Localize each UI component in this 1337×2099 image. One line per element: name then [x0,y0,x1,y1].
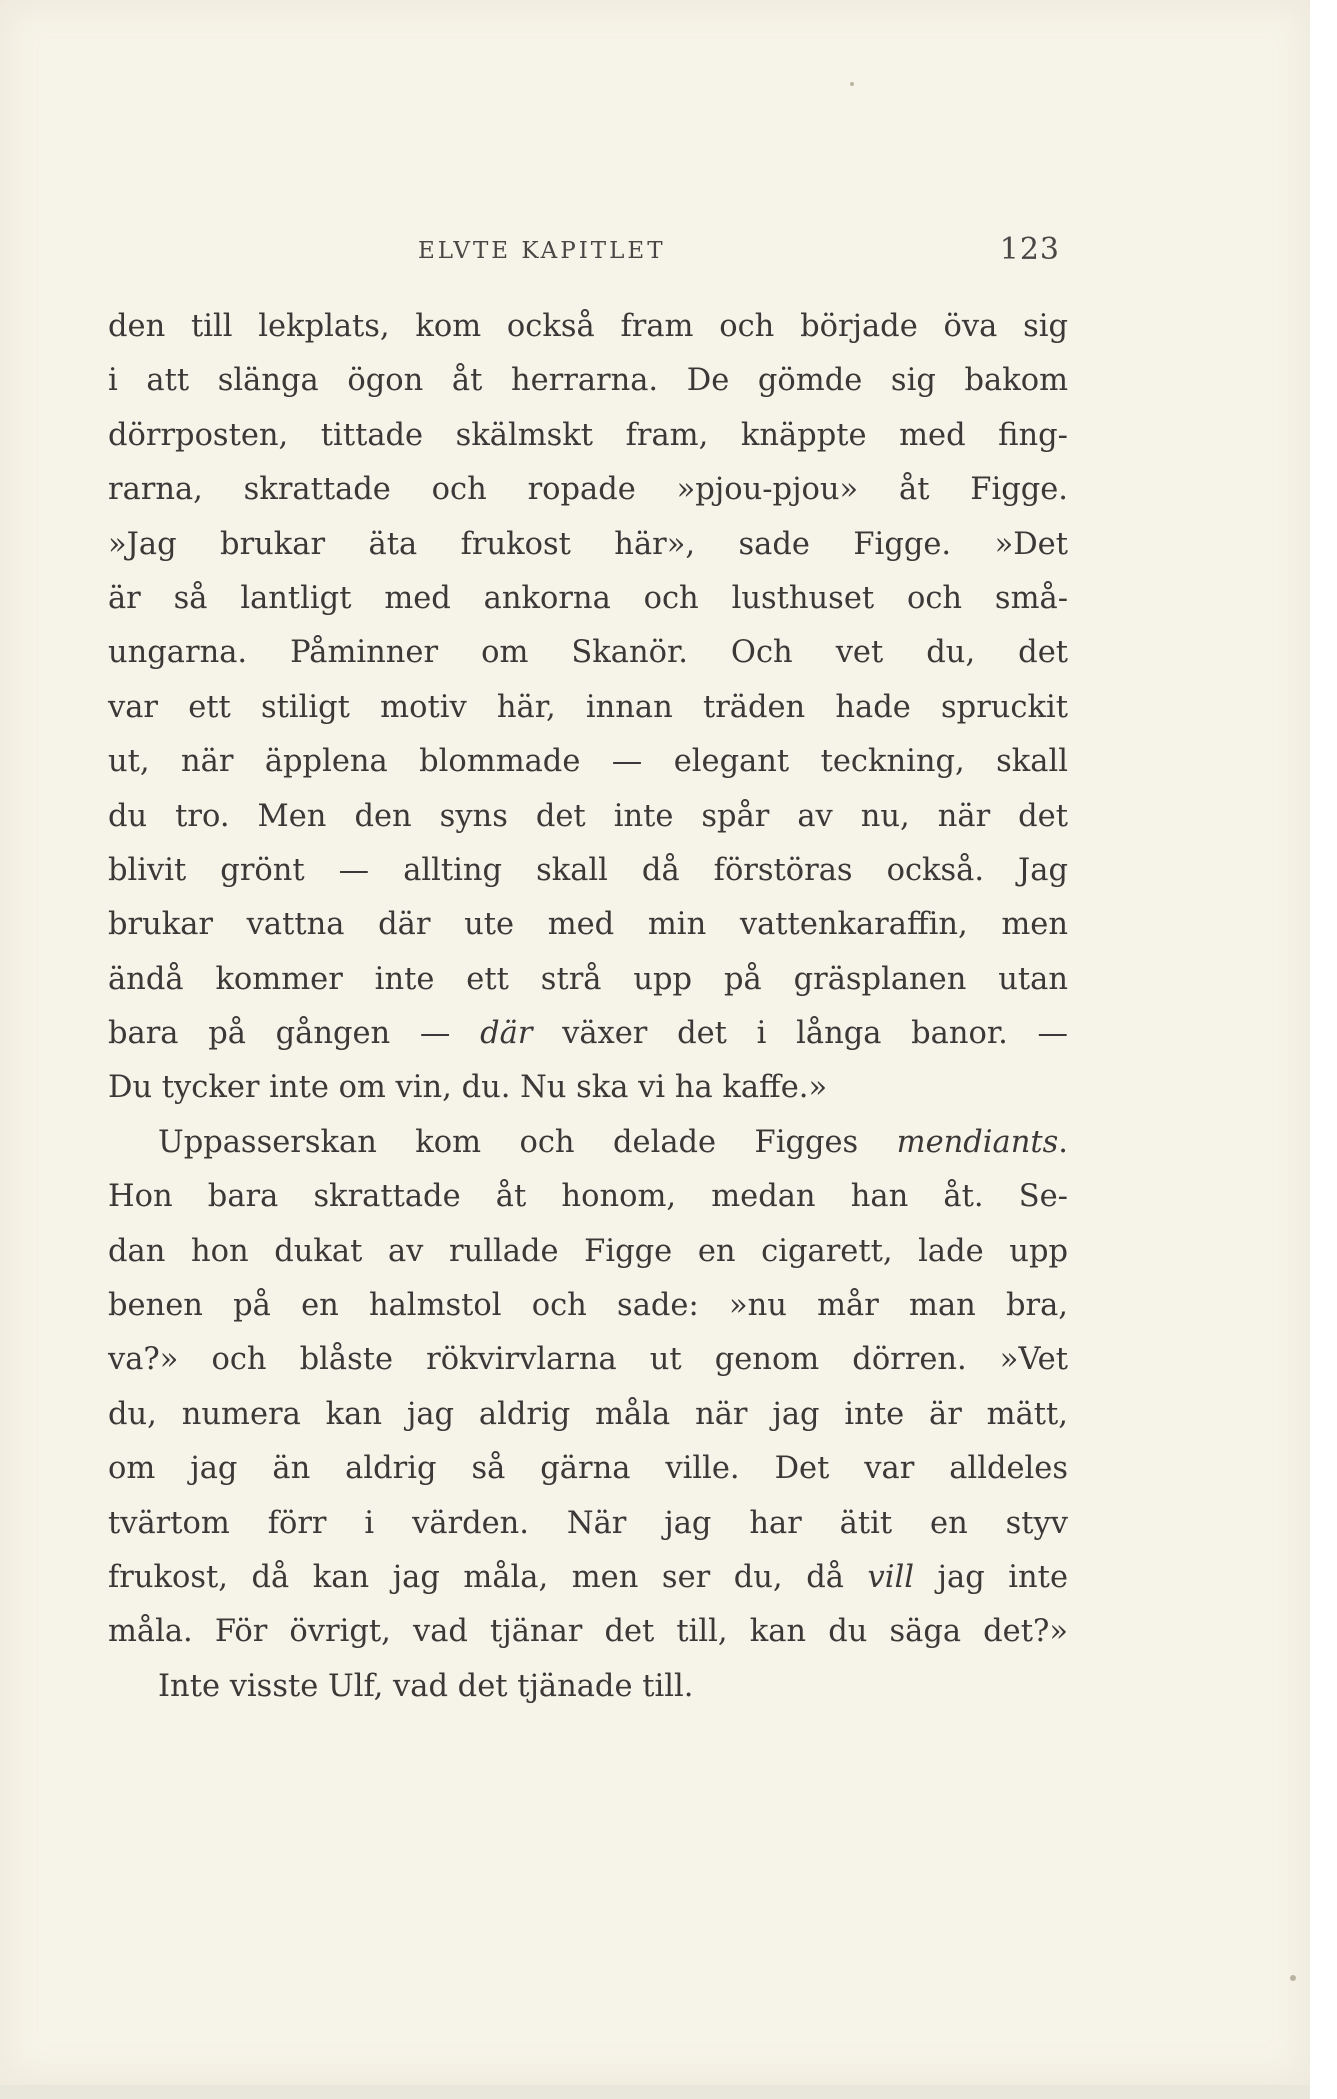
italic-word: där [480,1016,533,1052]
text-line: blivit grönt — allting skall då förstöras också. Jag [108,852,1068,888]
text-line: benen på en halmstol och sade: »nu mår man bra, [108,1288,1068,1324]
text-line: rarna, skrattade och ropade »pjou-pjou» åt Figge. [108,472,1068,508]
text-line: »Jag brukar äta frukost här», sade Figge. »Det [108,526,1068,562]
text-line: tvärtom förr i värden. När jag har ätit en styv [108,1505,1068,1541]
paper-speck [1290,1975,1296,1981]
italic-word: vill [867,1559,914,1595]
text-line: ungarna. Påminner om Skanör. Och vet du, det [108,635,1068,671]
paper-speck [850,82,854,86]
text-line: dan hon dukat av rullade Figge en cigarett, lade upp [108,1233,1068,1269]
text-line: va?» och blåste rökvirvlarna ut genom dörren. »Vet [108,1342,1068,1378]
text-line: ut, när äpplena blommade — elegant teckning, skall [108,744,1068,780]
text-line: Hon bara skrattade åt honom, medan han åt. Se- [108,1179,1068,1215]
text-line: Du tycker inte om vin, du. Nu ska vi ha kaffe.» [108,1070,828,1106]
text-line: Inte visste Ulf, vad det tjänade till. [158,1668,694,1704]
text-line: frukost, då kan jag måla, men ser du, då vill jag inte [108,1559,1068,1595]
text-line: du tro. Men den syns det inte spår av nu, när det [108,798,1068,834]
running-title: ELVTE KAPITLET [418,238,666,264]
text-line: ändå kommer inte ett strå upp på gräsplanen utan [108,961,1068,997]
text-line: måla. För övrigt, vad tjänar det till, kan du säga det?» [108,1614,1068,1650]
body-text [108,300,1068,1714]
text-line: den till lekplats, kom också fram och började öva sig [108,309,1068,344]
page-header [108,232,1060,272]
text-line: Uppasserskan kom och delade Figges mendiants. [158,1124,1068,1160]
page-number: 123 [999,232,1060,267]
text-line: är så lantligt med ankorna och lusthuset och små- [108,580,1068,616]
italic-word: mendiants [896,1124,1059,1160]
text-line: dörrposten, tittade skälmskt fram, knäppte med fing- [108,417,1068,453]
text-line: om jag än aldrig så gärna ville. Det var alldeles [108,1451,1068,1487]
text-line: du, numera kan jag aldrig måla när jag inte är mätt, [108,1396,1068,1432]
text-line: bara på gången — där växer det i långa banor. — [108,1016,1068,1052]
text-line: brukar vattna där ute med min vattenkaraffin, men [108,907,1068,943]
scan-margin [1310,0,1337,2099]
text-line: var ett stiligt motiv här, innan träden hade spruckit [108,689,1068,725]
text-line: i att slänga ögon åt herrarna. De gömde sig bakom [108,363,1068,399]
